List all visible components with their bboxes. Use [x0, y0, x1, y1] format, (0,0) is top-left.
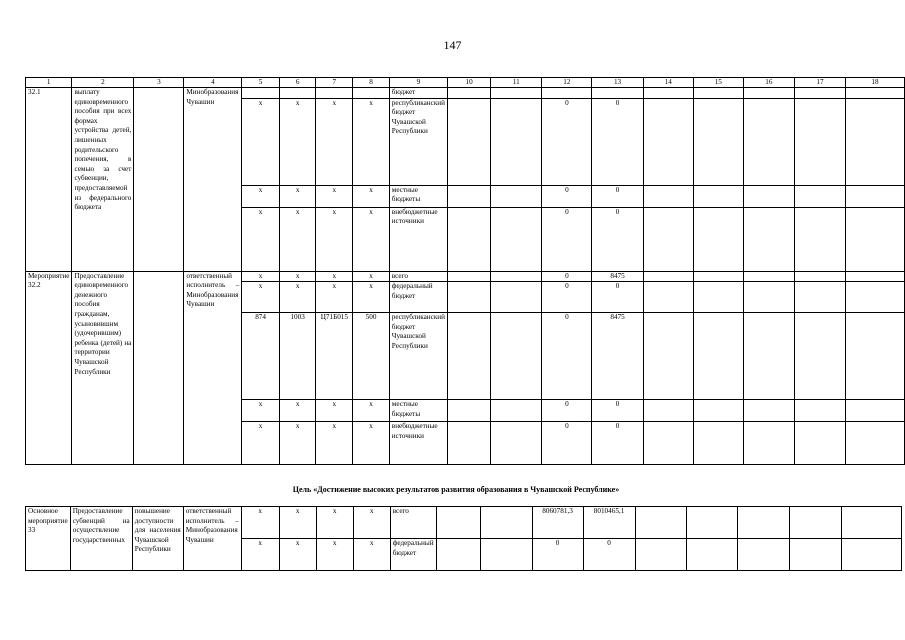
- cell-c5: [242, 88, 279, 99]
- cell-c7: x: [316, 98, 353, 185]
- funding-source: бюджет: [389, 88, 447, 99]
- cell-c7: x: [316, 422, 353, 465]
- cell-c13: 0: [592, 185, 643, 207]
- cell-c13: 0: [592, 207, 643, 271]
- funding-source: местные бюджеты: [389, 400, 447, 422]
- cell-c6: 1003: [279, 313, 316, 400]
- table-row: [26, 271, 905, 282]
- header-col: 12: [542, 78, 592, 88]
- header-col: 4: [184, 78, 242, 88]
- cell-c6: x: [279, 507, 316, 539]
- cell-c8: x: [353, 507, 390, 539]
- cell-c8: x: [353, 271, 390, 282]
- cell-c6: x: [279, 282, 316, 313]
- row-number: Основное мероприятие 33: [26, 507, 71, 571]
- cell-c8: x: [353, 185, 390, 207]
- cell-c6: x: [279, 400, 316, 422]
- cell-c5: x: [241, 507, 279, 539]
- measure-description: выплату единовременного пособия при всех формах устройства детей, лишенных родительского попечения, в семью за счет субвенции, предоставляемой из федерального бюджета: [72, 88, 134, 272]
- header-col: 15: [693, 78, 743, 88]
- cell-c13: 0: [583, 539, 635, 571]
- page-number: 147: [443, 38, 462, 52]
- cell-c13: 0: [592, 282, 643, 313]
- cell-c8: [353, 88, 390, 99]
- cell-c13: 8010465,1: [583, 507, 635, 539]
- funding-source: внебюджетные источники: [389, 422, 447, 465]
- executor-cell: ответственный исполнитель – Минобразования Чувашии: [184, 271, 242, 465]
- cell-c8: x: [353, 282, 390, 313]
- header-col: 3: [134, 78, 184, 88]
- cell-c5: x: [242, 185, 279, 207]
- cell-c6: x: [279, 98, 316, 185]
- cell-c7: x: [316, 282, 353, 313]
- cell-c7: Ц71Б015: [316, 313, 353, 400]
- cell-c7: x: [316, 400, 353, 422]
- funding-source: внебюджетные источники: [389, 207, 447, 271]
- cell-c7: x: [316, 207, 353, 271]
- funding-source: федеральный бюджет: [389, 282, 447, 313]
- header-col: 16: [743, 78, 794, 88]
- cell-c6: x: [279, 185, 316, 207]
- cell-c7: [316, 88, 353, 99]
- funding-source: всего: [390, 507, 436, 539]
- header-col: 17: [794, 78, 845, 88]
- cell-c7: x: [316, 185, 353, 207]
- target-cell: [134, 271, 184, 465]
- header-col: 5: [242, 78, 279, 88]
- cell-c5: 874: [242, 313, 279, 400]
- cell-c6: x: [279, 207, 316, 271]
- cell-c13: [592, 88, 643, 99]
- executor-cell: ответственный исполнитель – Минобразования Чувашии: [183, 507, 241, 571]
- funding-source: федеральный бюджет: [390, 539, 436, 571]
- cell-c7: x: [316, 507, 353, 539]
- cell-c12: 0: [542, 98, 592, 185]
- cell-c6: x: [279, 539, 316, 571]
- cell-c12: 0: [542, 282, 592, 313]
- header-col: 11: [491, 78, 542, 88]
- cell-c12: 0: [542, 185, 592, 207]
- header-col: 2: [72, 78, 134, 88]
- cell-c5: x: [242, 422, 279, 465]
- target-cell: [134, 88, 184, 272]
- funding-source: всего: [389, 271, 447, 282]
- target-cell: повышение доступности для населения Чувашской Республики: [132, 507, 183, 571]
- cell-c8: 500: [353, 313, 390, 400]
- measure-description: Предоставление единовременного денежного пособия гражданам, усыновившим (удочерившим) ребенка (детей) на территории Чувашской Республики: [72, 271, 134, 465]
- cell-c8: x: [353, 98, 390, 185]
- header-col: 9: [389, 78, 447, 88]
- cell-c13: 0: [592, 400, 643, 422]
- cell-c12: 0: [542, 400, 592, 422]
- header-col: 13: [592, 78, 643, 88]
- header-col: 6: [279, 78, 316, 88]
- cell-c12: 0: [532, 539, 583, 571]
- cell-c5: x: [242, 271, 279, 282]
- cell-c13: 8475: [592, 271, 643, 282]
- header-col: 10: [448, 78, 491, 88]
- cell-c13: 8475: [592, 313, 643, 400]
- program-table: [25, 77, 905, 465]
- cell-c12: 0: [542, 207, 592, 271]
- cell-c7: x: [316, 271, 353, 282]
- cell-c5: x: [242, 282, 279, 313]
- goal-heading: Цель «Достижение высоких результатов развития образования в Чувашской Республике»: [292, 485, 620, 494]
- cell-c6: [279, 88, 316, 99]
- cell-c5: x: [242, 207, 279, 271]
- cell-c13: 0: [592, 422, 643, 465]
- header-col: 8: [353, 78, 390, 88]
- measure-description: Предоставление субвенций на осуществление государственных: [70, 507, 132, 571]
- cell-c8: x: [353, 539, 390, 571]
- header-col: 1: [26, 78, 72, 88]
- cell-c5: x: [242, 98, 279, 185]
- program-table-continued: [25, 506, 902, 571]
- executor-cell: Минобразования Чувашии: [184, 88, 242, 272]
- cell-c8: x: [353, 207, 390, 271]
- cell-c13: 0: [592, 98, 643, 185]
- header-col: 18: [846, 78, 905, 88]
- table-row: [26, 507, 902, 539]
- table-row: [26, 88, 905, 99]
- header-row: [26, 78, 905, 88]
- cell-c8: x: [353, 422, 390, 465]
- cell-c6: x: [279, 422, 316, 465]
- funding-source: республиканский бюджет Чувашской Республики: [389, 98, 447, 185]
- cell-c8: x: [353, 400, 390, 422]
- row-number: Мероприятие 32.2: [26, 271, 72, 465]
- cell-c12: 0: [542, 313, 592, 400]
- cell-c12: [542, 88, 592, 99]
- cell-c5: x: [242, 400, 279, 422]
- cell-c7: x: [316, 539, 353, 571]
- cell-c12: 0: [542, 422, 592, 465]
- funding-source: республиканский бюджет Чувашской Республики: [389, 313, 447, 400]
- cell-c6: x: [279, 271, 316, 282]
- row-number: 32.1: [26, 88, 72, 272]
- header-col: 7: [316, 78, 353, 88]
- cell-c12: 0: [542, 271, 592, 282]
- cell-c5: x: [241, 539, 279, 571]
- cell-c12: 8060781,3: [532, 507, 583, 539]
- header-col: 14: [643, 78, 693, 88]
- funding-source: местные бюджеты: [389, 185, 447, 207]
